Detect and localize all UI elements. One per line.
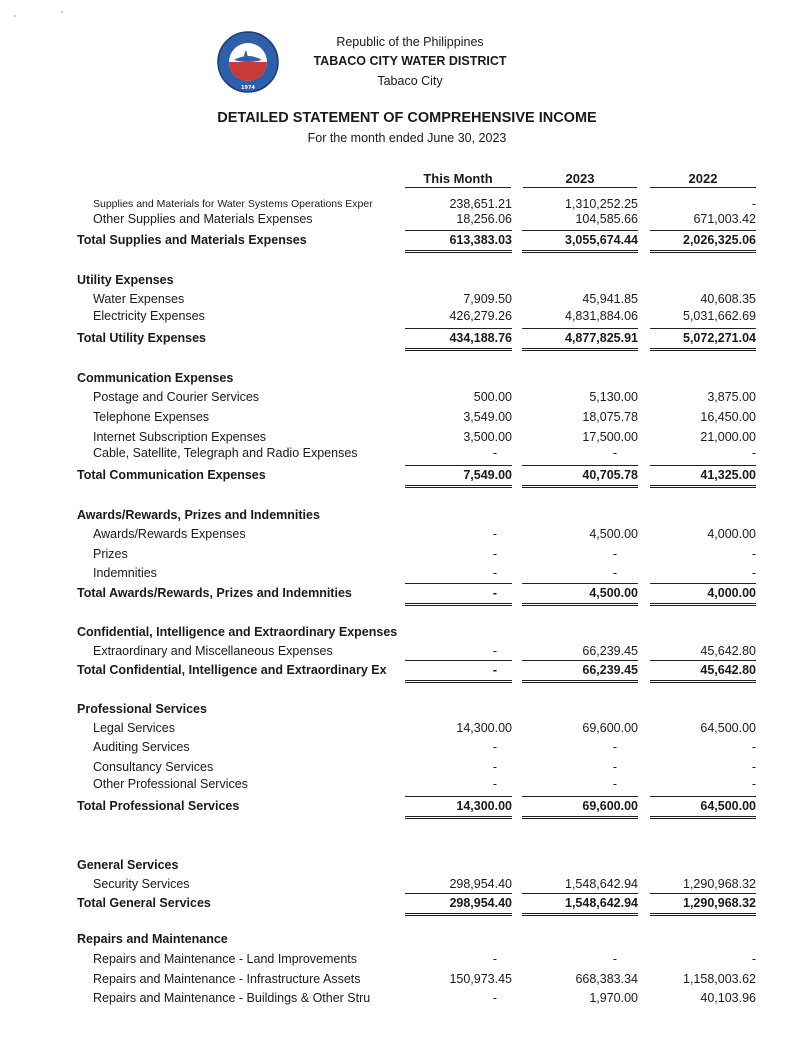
section-heading: [0, 508, 800, 525]
republic-header: Republic of the Philippines: [336, 35, 484, 49]
value-2022: 1,290,968.32: [683, 877, 756, 891]
row-label: Total Utility Expenses: [77, 331, 206, 345]
value-2023: 45,941.85: [582, 292, 638, 306]
section-title: Professional Services: [77, 702, 207, 716]
section-heading: [0, 371, 800, 388]
value-this-month: -: [492, 586, 498, 600]
value-2023: -: [612, 547, 618, 561]
value-2022: 64,500.00: [700, 799, 756, 813]
value-2023: -: [612, 446, 618, 460]
section-title: General Services: [77, 858, 179, 872]
value-2023: 4,500.00: [589, 527, 638, 541]
row-label: Total Confidential, Intelligence and Extraordinary Ex: [77, 663, 387, 677]
value-2022: 45,642.80: [700, 663, 756, 677]
row-label: Auditing Services: [93, 740, 190, 754]
value-2023: 668,383.34: [575, 972, 638, 986]
value-this-month: -: [492, 547, 498, 561]
value-2022: 41,325.00: [700, 468, 756, 482]
city-name: Tabaco City: [377, 74, 443, 88]
total-row: [0, 233, 800, 250]
value-2022: -: [751, 777, 756, 791]
value-2022: 16,450.00: [700, 410, 756, 424]
line-item-row: [0, 410, 800, 427]
row-label: Total Supplies and Materials Expenses: [77, 233, 307, 247]
row-label: Awards/Rewards Expenses: [93, 527, 246, 541]
value-this-month: 14,300.00: [456, 721, 512, 735]
line-item-row: [0, 446, 800, 463]
value-2022: 45,642.80: [700, 644, 756, 658]
line-item-row: [0, 292, 800, 309]
value-2023: 1,310,252.25: [565, 197, 638, 211]
section-title: Communication Expenses: [77, 371, 234, 385]
value-this-month: 7,549.00: [463, 468, 512, 482]
value-2023: 1,548,642.94: [565, 896, 638, 910]
total-row: [0, 331, 800, 348]
value-2022: -: [751, 740, 756, 754]
row-label: Cable, Satellite, Telegraph and Radio Expenses: [93, 446, 358, 460]
line-item-row: [0, 212, 800, 229]
scan-speck: [14, 15, 16, 17]
value-2023: -: [612, 760, 618, 774]
value-2022: -: [751, 547, 756, 561]
value-2023: 5,130.00: [589, 390, 638, 404]
value-this-month: 14,300.00: [456, 799, 512, 813]
value-this-month: -: [492, 566, 498, 580]
value-2022: -: [751, 566, 756, 580]
svg-text:1974: 1974: [241, 85, 255, 91]
value-2023: 69,600.00: [582, 721, 638, 735]
value-2023: 3,055,674.44: [565, 233, 638, 247]
section-heading: [0, 625, 800, 642]
value-2022: 5,031,662.69: [683, 309, 756, 323]
value-2023: 66,239.45: [582, 644, 638, 658]
value-2023: 4,831,884.06: [565, 309, 638, 323]
row-label: Postage and Courier Services: [93, 390, 260, 404]
row-label: Security Services: [93, 877, 190, 891]
row-label: Water Expenses: [93, 292, 185, 306]
value-2023: 69,600.00: [582, 799, 638, 813]
value-2023: 1,548,642.94: [565, 877, 638, 891]
value-this-month: 238,651.21: [449, 197, 512, 211]
row-label: Telephone Expenses: [93, 410, 210, 424]
value-this-month: -: [492, 527, 498, 541]
value-2023: -: [612, 952, 618, 966]
value-this-month: 434,188.76: [449, 331, 512, 345]
column-header-this-month: This Month: [405, 171, 511, 188]
row-label: Other Professional Services: [93, 777, 248, 791]
total-row: [0, 468, 800, 485]
section-title: Confidential, Intelligence and Extraordinary Expenses: [77, 625, 398, 639]
value-2023: 40,705.78: [582, 468, 638, 482]
total-row: [0, 896, 800, 913]
line-item-row: [0, 877, 800, 894]
value-2023: 1,970.00: [589, 991, 638, 1005]
row-label: Legal Services: [93, 721, 175, 735]
row-label: Internet Subscription Expenses: [93, 430, 267, 444]
value-this-month: -: [492, 663, 498, 677]
value-this-month: 613,383.03: [449, 233, 512, 247]
line-item-row: [0, 777, 800, 794]
row-label: Electricity Expenses: [93, 309, 205, 323]
value-this-month: -: [492, 952, 498, 966]
district-name: TABACO CITY WATER DISTRICT: [313, 54, 507, 68]
row-label: Total General Services: [77, 896, 211, 910]
value-2023: -: [612, 566, 618, 580]
section-title: Utility Expenses: [77, 273, 174, 287]
row-label: Repairs and Maintenance - Infrastructure Assets: [93, 972, 361, 986]
row-label: Repairs and Maintenance - Buildings & Other Stru: [93, 991, 371, 1005]
value-2023: 18,075.78: [582, 410, 638, 424]
line-item-row: [0, 972, 800, 989]
value-2022: 64,500.00: [700, 721, 756, 735]
section-title: Awards/Rewards, Prizes and Indemnities: [77, 508, 320, 522]
value-this-month: -: [492, 760, 498, 774]
line-item-row: [0, 430, 800, 447]
value-2023: -: [612, 740, 618, 754]
value-this-month: 3,549.00: [463, 410, 512, 424]
value-2022: 3,875.00: [707, 390, 756, 404]
value-2022: 2,026,325.06: [683, 233, 756, 247]
total-row: [0, 586, 800, 603]
line-item-row: [0, 547, 800, 564]
value-this-month: -: [492, 740, 498, 754]
value-this-month: 426,279.26: [449, 309, 512, 323]
value-this-month: 3,500.00: [463, 430, 512, 444]
value-2022: 1,290,968.32: [683, 896, 756, 910]
line-item-row: [0, 952, 800, 969]
column-header-2023: 2023: [523, 171, 637, 188]
column-header-2022: 2022: [650, 171, 756, 188]
value-2022: 5,072,271.04: [683, 331, 756, 345]
value-2023: -: [612, 777, 618, 791]
section-heading: [0, 932, 800, 949]
value-this-month: -: [492, 446, 498, 460]
section-heading: [0, 702, 800, 719]
row-label: Other Supplies and Materials Expenses: [93, 212, 313, 226]
value-2023: 104,585.66: [575, 212, 638, 226]
line-item-row: [0, 991, 800, 1008]
value-2023: 4,500.00: [589, 586, 638, 600]
value-2022: 4,000.00: [707, 586, 756, 600]
section-title: Repairs and Maintenance: [77, 932, 228, 946]
row-label: Extraordinary and Miscellaneous Expenses: [93, 644, 333, 658]
row-label: Repairs and Maintenance - Land Improvements: [93, 952, 358, 966]
statement-title: DETAILED STATEMENT OF COMPREHENSIVE INCOME: [217, 110, 597, 126]
value-2022: -: [751, 952, 756, 966]
total-row: [0, 663, 800, 680]
value-2022: 1,158,003.62: [683, 972, 756, 986]
line-item-row: [0, 390, 800, 407]
value-this-month: 18,256.06: [456, 212, 512, 226]
row-label: Total Communication Expenses: [77, 468, 266, 482]
value-2022: -: [751, 760, 756, 774]
total-row: [0, 799, 800, 816]
value-this-month: -: [492, 777, 498, 791]
row-label: Total Awards/Rewards, Prizes and Indemnities: [77, 586, 352, 600]
row-label: Prizes: [93, 547, 128, 561]
line-item-row: [0, 309, 800, 326]
value-2022: 40,103.96: [700, 991, 756, 1005]
row-label: Consultancy Services: [93, 760, 214, 774]
row-label: Total Professional Services: [77, 799, 240, 813]
line-item-row: [0, 721, 800, 738]
line-item-row: [0, 566, 800, 583]
section-heading: [0, 273, 800, 290]
scan-speck: [61, 11, 63, 13]
value-2022: 21,000.00: [700, 430, 756, 444]
value-2023: 17,500.00: [582, 430, 638, 444]
value-2022: 4,000.00: [707, 527, 756, 541]
value-2023: 4,877,825.91: [565, 331, 638, 345]
value-this-month: 298,954.40: [449, 877, 512, 891]
section-heading: [0, 858, 800, 875]
value-2022: 671,003.42: [693, 212, 756, 226]
value-this-month: 298,954.40: [449, 896, 512, 910]
value-this-month: 7,909.50: [463, 292, 512, 306]
line-item-row: [0, 644, 800, 661]
value-this-month: -: [492, 991, 498, 1005]
row-label: Indemnities: [93, 566, 157, 580]
value-2022: -: [751, 197, 756, 211]
line-item-row: [0, 527, 800, 544]
statement-period: For the month ended June 30, 2023: [307, 131, 507, 145]
value-this-month: -: [492, 644, 498, 658]
line-item-row: [0, 760, 800, 777]
value-2023: 66,239.45: [582, 663, 638, 677]
value-2022: 40,608.35: [700, 292, 756, 306]
value-this-month: 150,973.45: [449, 972, 512, 986]
value-this-month: 500.00: [473, 390, 512, 404]
value-2022: -: [751, 446, 756, 460]
row-label: Supplies and Materials for Water Systems Operations Exper: [93, 198, 373, 210]
line-item-row: [0, 740, 800, 757]
